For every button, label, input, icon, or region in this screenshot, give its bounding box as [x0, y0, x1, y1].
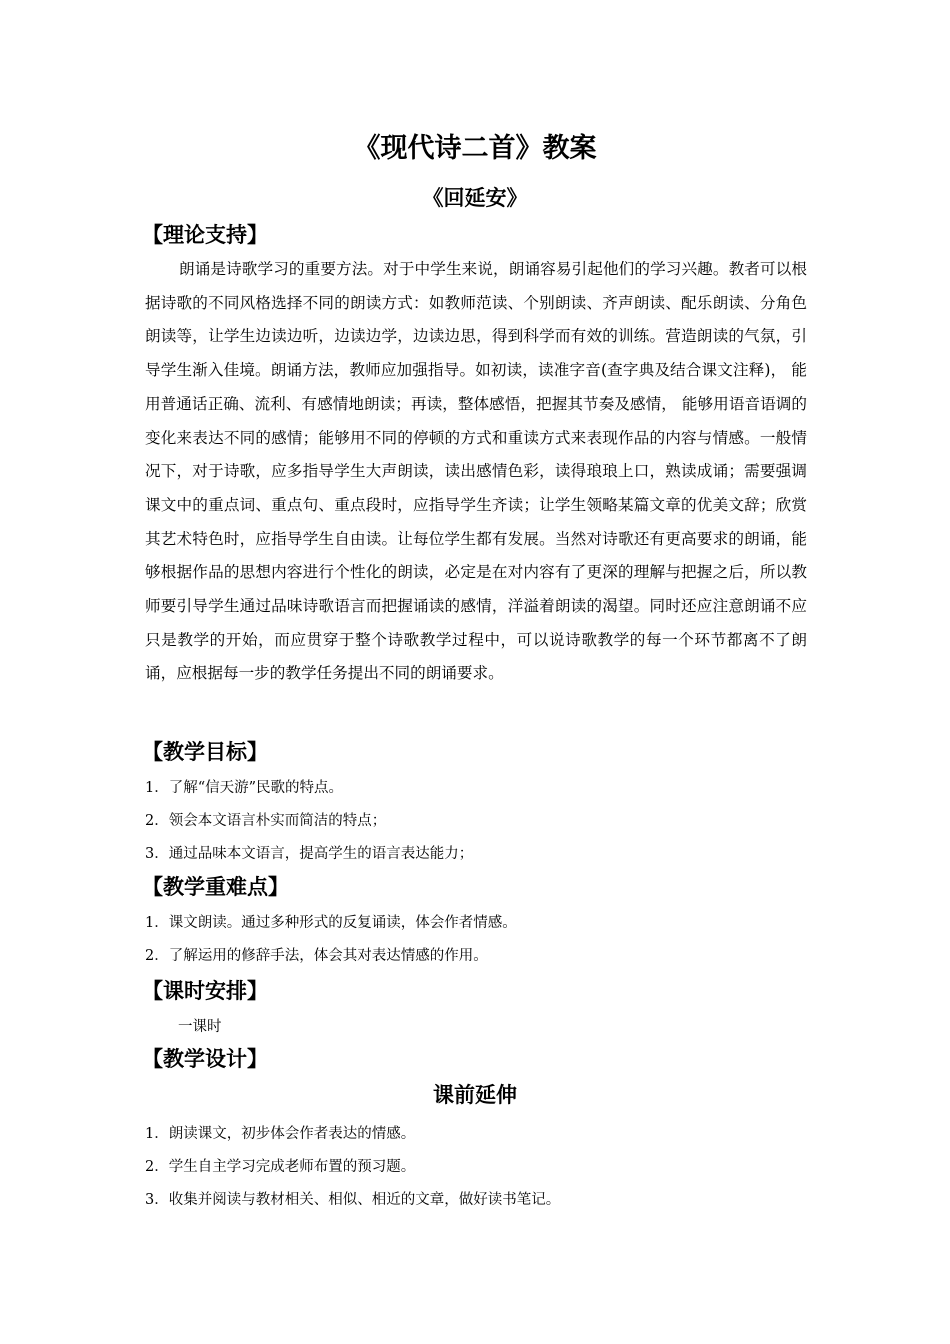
section-heading-theory: 【理论支持】 — [142, 223, 268, 247]
key-point-item-2: 2．了解运用的修辞手法，体会其对表达情感的作用。 — [145, 948, 488, 964]
design-subheading: 课前延伸 — [433, 1083, 517, 1107]
document-subtitle: 《回延安》 — [422, 186, 528, 210]
section-heading-key-points: 【教学重难点】 — [142, 875, 289, 899]
objective-item-1: 1．了解“信天游”民歌的特点。 — [145, 780, 344, 796]
section-heading-schedule: 【课时安排】 — [142, 979, 268, 1003]
document-title: 《现代诗二首》教案 — [353, 133, 597, 164]
key-point-item-1: 1．课文朗读。通过多种形式的反复诵读，体会作者情感。 — [145, 915, 517, 931]
theory-paragraph: 朗诵是诗歌学习的重要方法。对于中学生来说，朗诵容易引起他们的学习兴趣。教者可以根据诗歌的不同风格选择不同的朗读方式：如教师范读、个别朗读、齐声朗读、配乐朗读、分角色朗读等，让学生边读边听，边读边学，边读边思，得到科学而有效的训练。营造朗读的气氛，引导学生渐入佳境。朗诵方法，教师应加强指导。如初读，读准字音(查字典及结合课文注释)， 能用普通话正确、流利、有感情地朗读；再读，整体感悟，把握其节奏及感情， 能够用语音语调的变化来表达不同的感情；能够用不同的停顿的方式和重读方式来表现作品的内容与情感。一般情况下，对于诗歌，应多指导学生大声朗读，读出感情色彩，读得琅琅上口，熟读成诵；需要强调课文中的重点词、重点句、重点段时，应指导学生齐读；让学生领略某篇文章的优美文辞；欣赏其艺术特色时，应指导学生自由读。让每位学生都有发展。当然对诗歌还有更高要求的朗诵，能够根据作品的思想内容进行个性化的朗读，必定是在对内容有了更深的理解与把握之后，所以教师要引导学生通过品味诗歌语言而把握诵读的感情，洋溢着朗读的渴望。同时还应注意朗诵不应只是教学的开始，而应贯穿于整个诗歌教学过程中，可以说诗歌教学的每一个环节都离不了朗诵，应根据每一步的教学任务提出不同的朗诵要求。 — [145, 260, 807, 683]
objective-item-3: 3．通过品味本文语言，提高学生的语言表达能力； — [145, 846, 474, 862]
design-item-3: 3．收集并阅读与教材相关、相似、相近的文章，做好读书笔记。 — [145, 1192, 561, 1208]
design-item-1: 1．朗读课文，初步体会作者表达的情感。 — [145, 1126, 416, 1142]
section-heading-design: 【教学设计】 — [142, 1047, 268, 1071]
design-item-2: 2．学生自主学习完成老师布置的预习题。 — [145, 1159, 416, 1175]
section-heading-objectives: 【教学目标】 — [142, 740, 268, 764]
objective-item-2: 2．领会本文语言朴实而简洁的特点； — [145, 813, 387, 829]
schedule-text: 一课时 — [178, 1019, 222, 1035]
